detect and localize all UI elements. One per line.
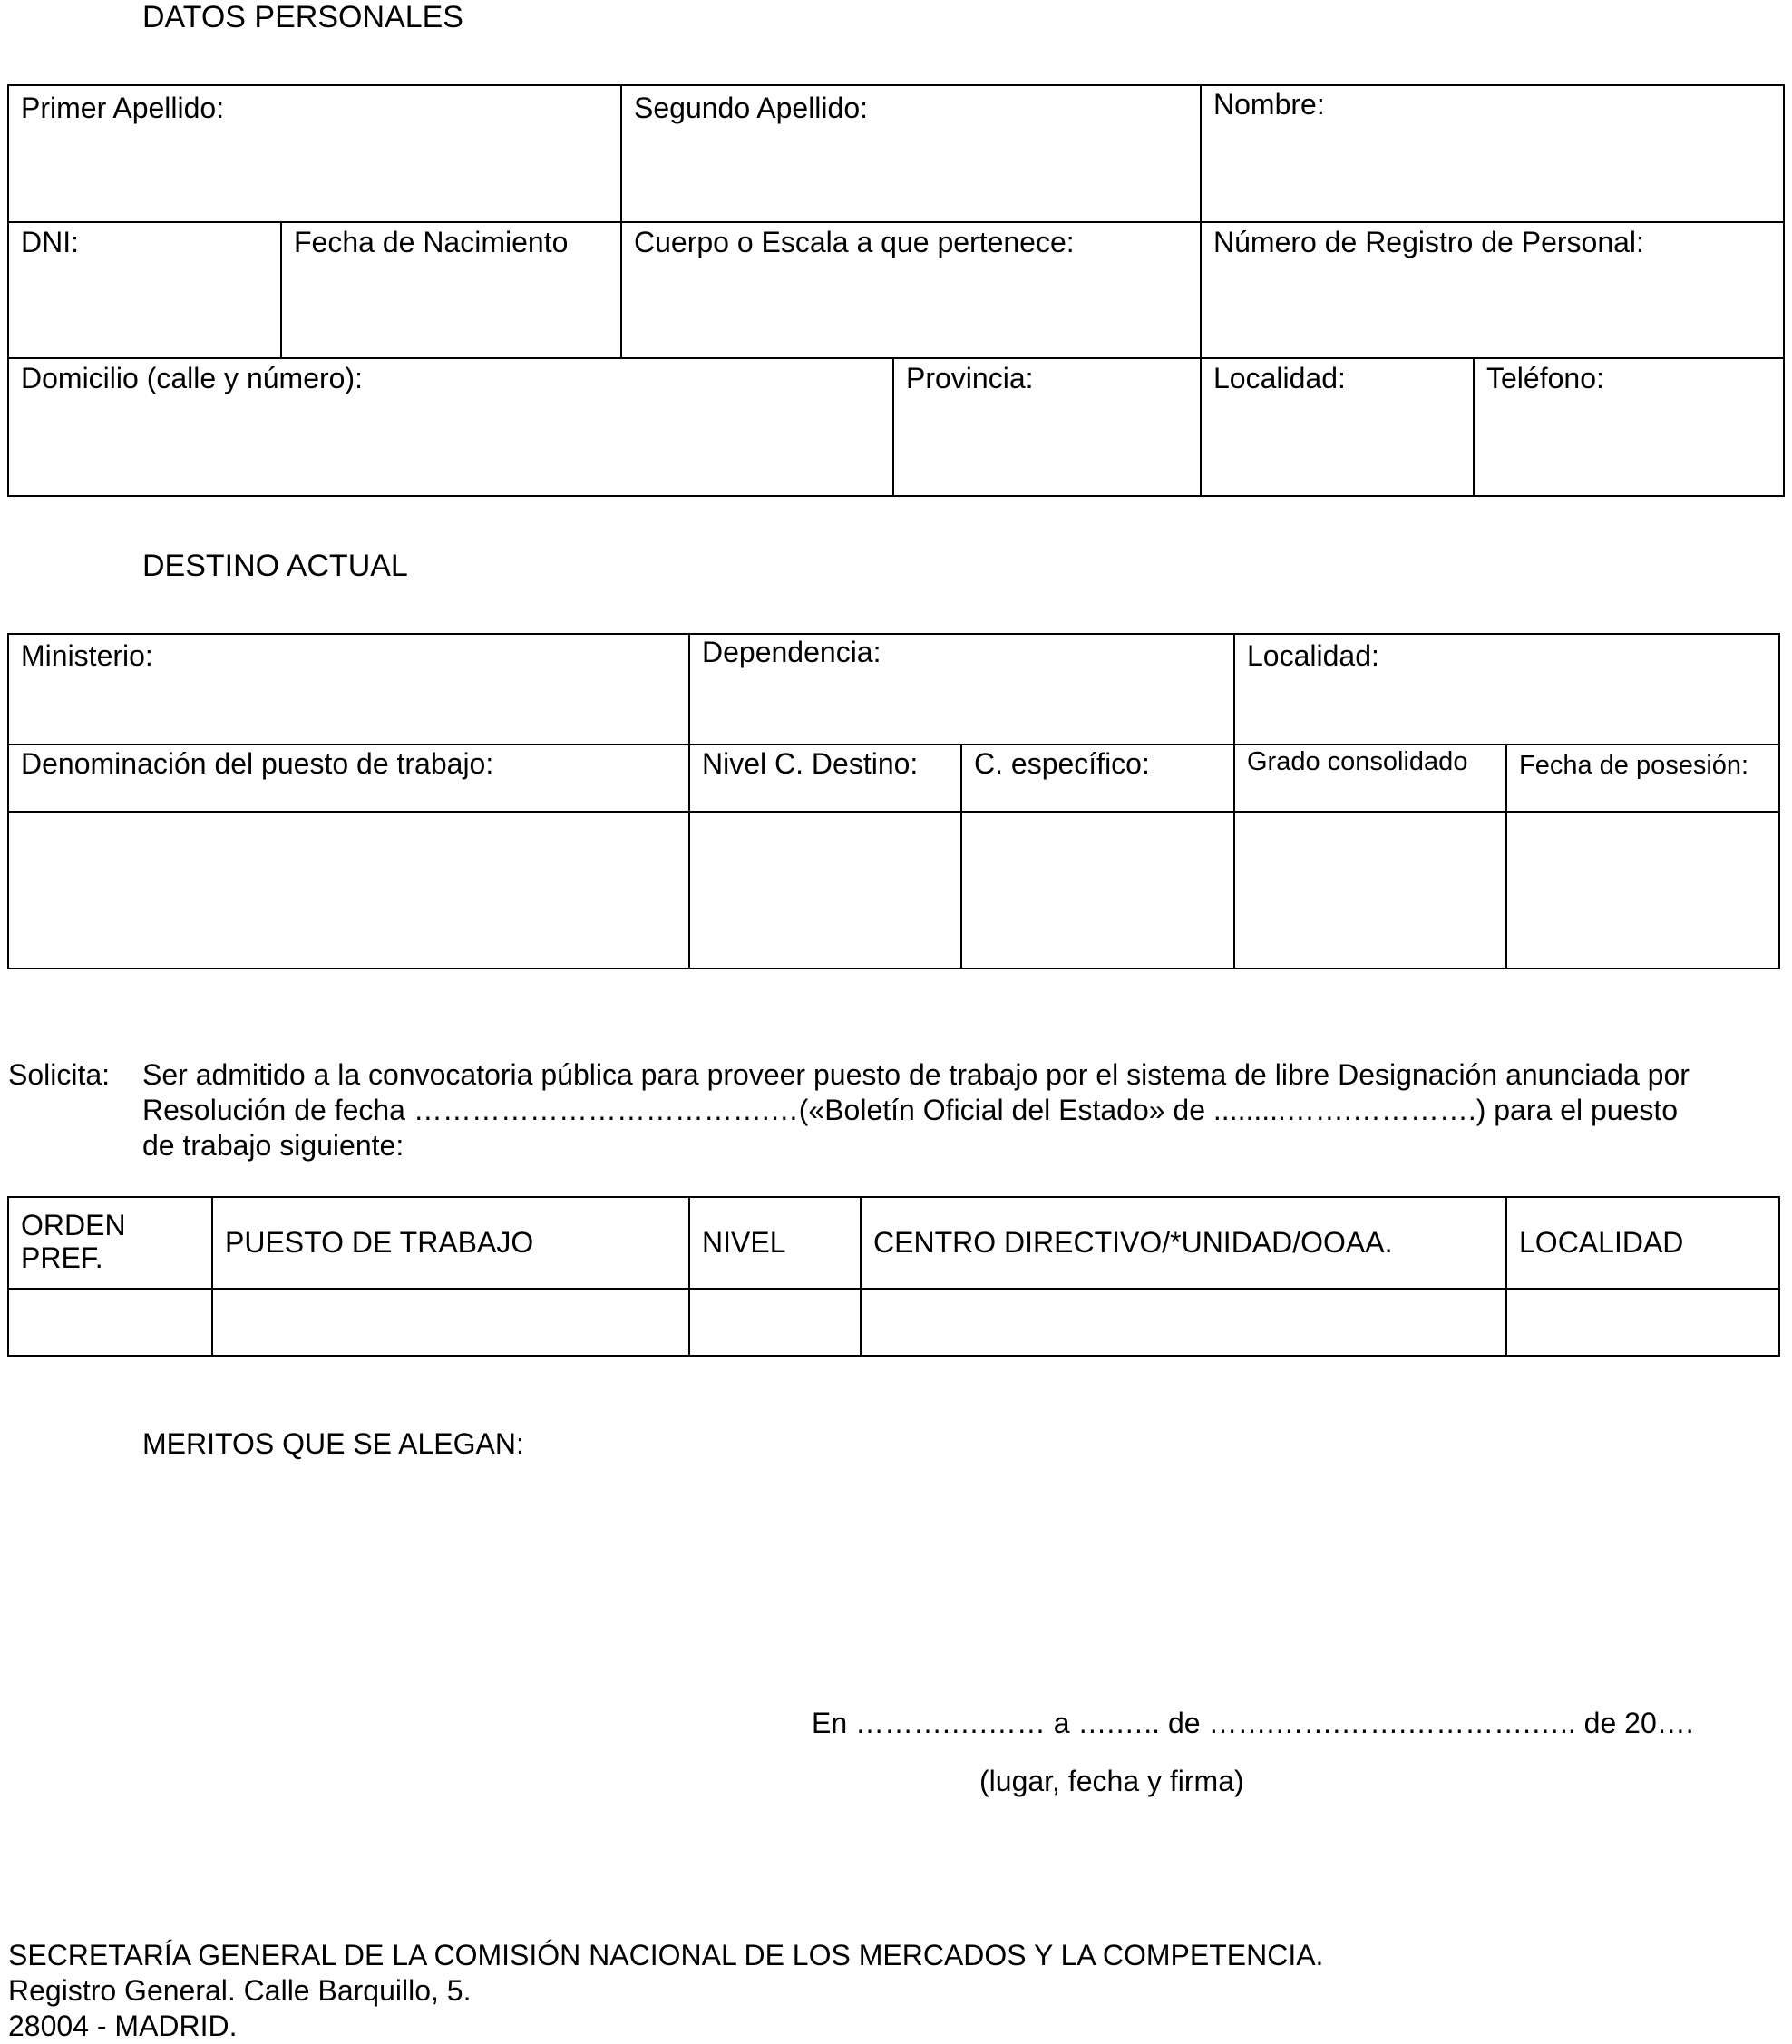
footer-line-3: 28004 - MADRID. bbox=[8, 2010, 238, 2042]
nombre-label: Nombre: bbox=[1213, 88, 1325, 121]
nivel-header: NIVEL bbox=[702, 1226, 786, 1259]
fecha-posesion-label: Fecha de posesión: bbox=[1519, 751, 1749, 780]
ministerio-label: Ministerio: bbox=[21, 639, 153, 672]
footer-line-2: Registro General. Calle Barquillo, 5. bbox=[8, 1974, 472, 2007]
grado-consolidado-label: Grado consolidado bbox=[1247, 747, 1468, 776]
datos-personales-title: DATOS PERSONALES bbox=[142, 0, 463, 34]
nivel-destino-label: Nivel C. Destino: bbox=[702, 747, 919, 780]
cuerpo-escala-label: Cuerpo o Escala a que pertenece: bbox=[634, 226, 1075, 258]
solicita-line-1: Ser admitido a la convocatoria pública para proveer puesto de trabajo por el sistema de libre Designación anunciada por bbox=[142, 1058, 1690, 1091]
firma-caption: (lugar, fecha y firma) bbox=[979, 1765, 1244, 1797]
primer-apellido-label: Primer Apellido: bbox=[21, 92, 225, 124]
centro-header: CENTRO DIRECTIVO/*UNIDAD/OOAA. bbox=[873, 1226, 1393, 1259]
footer-address bbox=[8, 1938, 1323, 2044]
destino-actual-title: DESTINO ACTUAL bbox=[142, 549, 408, 583]
orden-pref-header bbox=[21, 1209, 126, 1274]
solicita-line-2: Resolución de fecha ……………………………….…(«Boletín Oficial del Estado» de .........…….………….) para el puesto bbox=[142, 1094, 1679, 1126]
localidad-header: LOCALIDAD bbox=[1519, 1226, 1684, 1259]
pref-header-line: PREF. bbox=[21, 1241, 103, 1274]
destino-localidad-label: Localidad: bbox=[1247, 639, 1379, 672]
fecha-nacimiento-label: Fecha de Nacimiento bbox=[294, 226, 569, 258]
c-especifico-label: C. específico: bbox=[974, 747, 1150, 780]
telefono-label: Teléfono: bbox=[1486, 362, 1604, 394]
domicilio-label: Domicilio (calle y número): bbox=[21, 362, 363, 394]
meritos-title: MERITOS QUE SE ALEGAN: bbox=[142, 1427, 524, 1460]
localidad-label: Localidad: bbox=[1213, 362, 1346, 394]
puesto-header: PUESTO DE TRABAJO bbox=[225, 1226, 534, 1259]
solicita-text bbox=[142, 1057, 1784, 1163]
orden-header-line: ORDEN bbox=[21, 1209, 126, 1241]
segundo-apellido-label: Segundo Apellido: bbox=[634, 92, 868, 124]
solicita-line-3: de trabajo siguiente: bbox=[142, 1129, 404, 1162]
firma-line: En ……….….…… a ….….. de …….…….…….………….….. de 20…. bbox=[812, 1707, 1694, 1739]
dni-label: DNI: bbox=[21, 226, 79, 258]
solicita-label: Solicita: bbox=[8, 1058, 111, 1091]
footer-line-1: SECRETARÍA GENERAL DE LA COMISIÓN NACIONAL DE LOS MERCADOS Y LA COMPETENCIA. bbox=[8, 1939, 1324, 1971]
denominacion-label: Denominación del puesto de trabajo: bbox=[21, 747, 494, 780]
numero-registro-label: Número de Registro de Personal: bbox=[1213, 226, 1644, 258]
provincia-label: Provincia: bbox=[906, 362, 1034, 394]
dependencia-label: Dependencia: bbox=[702, 636, 881, 668]
